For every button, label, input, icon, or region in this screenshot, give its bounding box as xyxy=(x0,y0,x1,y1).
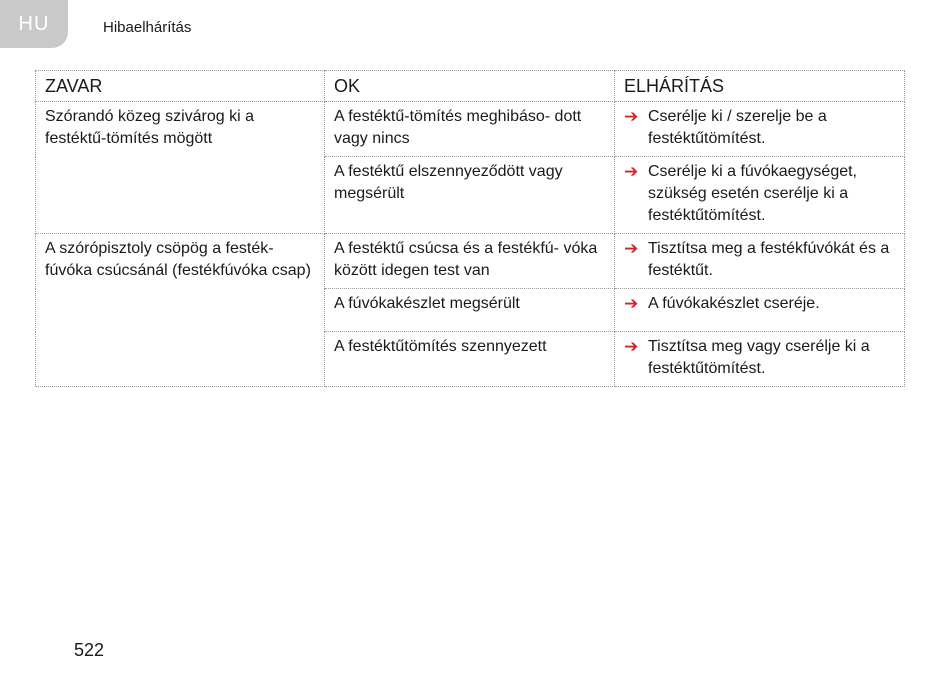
page-number: 522 xyxy=(74,640,105,660)
remedy-cell xyxy=(615,289,905,332)
cause-cell: A festéktű elszennyeződött vagy megsérült xyxy=(325,157,615,234)
column-header-cause: OK xyxy=(325,71,615,102)
table-row xyxy=(36,102,905,157)
right-arrow-icon: ➔ xyxy=(624,294,639,313)
cause-cell: A festéktű csúcsa és a festékfú- vóka között idegen test van xyxy=(325,234,615,289)
problem-cell: A szórópisztoly csöpög a festék- fúvóka csúcsánál (festékfúvóka csap) xyxy=(36,234,325,387)
remedy-text: Cserélje ki / szerelje be a festéktűtömítést. xyxy=(648,108,827,147)
remedy-text: Tisztítsa meg a festékfúvókát és a festéktűt. xyxy=(648,240,890,279)
problem-cell: Szórandó közeg szivárog ki a festéktű-tömítés mögött xyxy=(36,102,325,234)
right-arrow-icon: ➔ xyxy=(624,337,639,356)
remedy-text: Cserélje ki a fúvókaegységet, szükség esetén cserélje ki a festéktűtömítést. xyxy=(648,163,857,224)
troubleshooting-table-container xyxy=(35,70,904,387)
remedy-cell xyxy=(615,157,905,234)
cause-cell: A festéktű-tömítés meghibáso- dott vagy nincs xyxy=(325,102,615,157)
cause-cell: A festéktűtömítés szennyezett xyxy=(325,332,615,387)
remedy-cell xyxy=(615,102,905,157)
table-header-row xyxy=(36,71,905,102)
remedy-cell xyxy=(615,234,905,289)
language-code: HU xyxy=(18,12,50,35)
table-row xyxy=(36,234,905,289)
language-tab xyxy=(0,0,68,48)
troubleshooting-table xyxy=(35,70,905,387)
remedy-text: Tisztítsa meg vagy cserélje ki a festéktűtömítést. xyxy=(648,338,870,377)
right-arrow-icon: ➔ xyxy=(624,107,639,126)
right-arrow-icon: ➔ xyxy=(624,162,639,181)
column-header-problem: ZAVAR xyxy=(36,71,325,102)
cause-cell: A fúvókakészlet megsérült xyxy=(325,289,615,332)
remedy-text: A fúvókakészlet cseréje. xyxy=(648,295,820,312)
column-header-remedy: ELHÁRÍTÁS xyxy=(615,71,905,102)
remedy-cell xyxy=(615,332,905,387)
right-arrow-icon: ➔ xyxy=(624,239,639,258)
section-title: Hibaelhárítás xyxy=(103,19,192,36)
